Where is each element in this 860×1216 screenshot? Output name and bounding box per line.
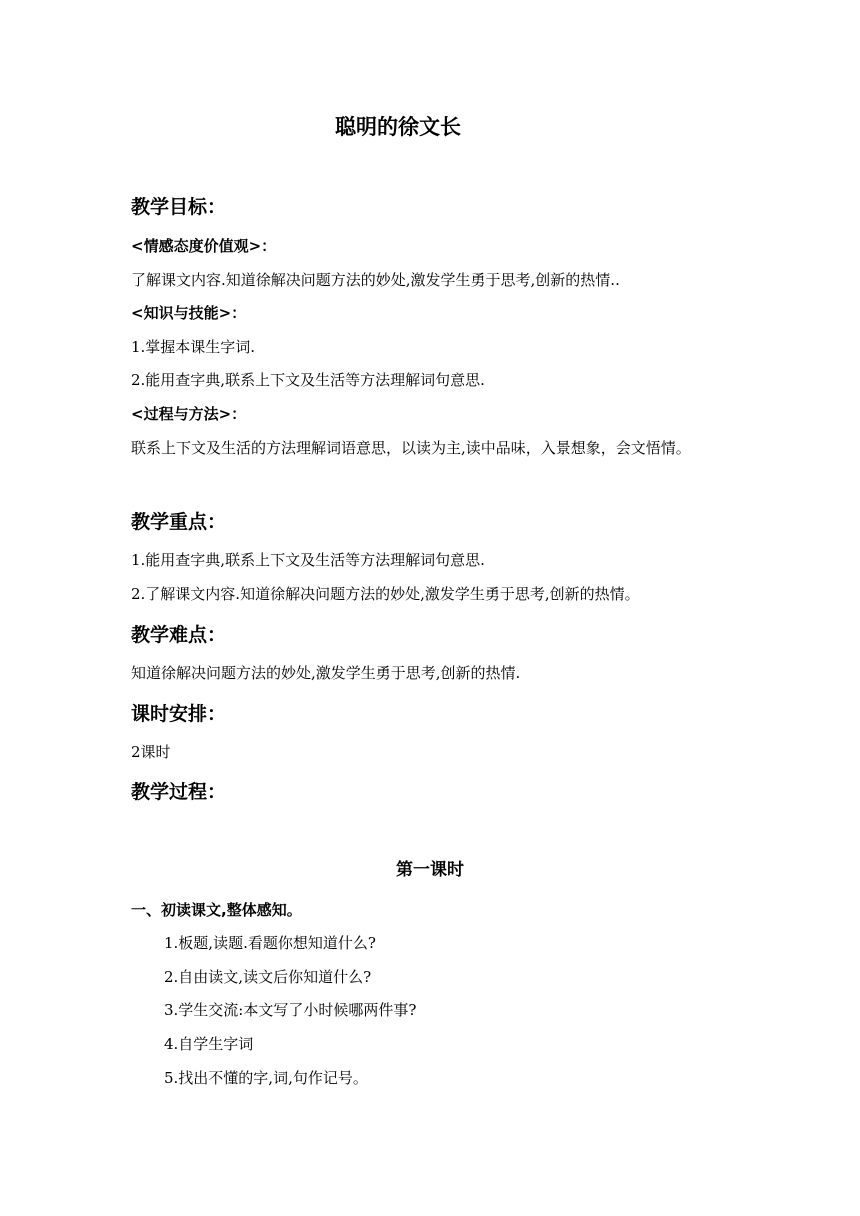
knowledge-item: 2.能用查字典,联系上下文及生活等方法理解词句意思. <box>131 371 485 389</box>
emotion-heading: <情感态度价值观>： <box>131 237 277 255</box>
process-main-heading: 教学过程： <box>131 781 227 803</box>
section-item: 4.自学生字词 <box>164 1035 254 1053</box>
section-item: 2.自由读文,读文后你知道什么? <box>164 968 372 986</box>
section-item: 5.找出不懂的字,词,句作记号。 <box>164 1069 368 1087</box>
key-point-item: 1.能用查字典,联系上下文及生活等方法理解词句意思. <box>131 551 485 569</box>
knowledge-item: 1.掌握本课生字词. <box>131 338 256 356</box>
document-title: 聪明的徐文长 <box>335 115 461 139</box>
schedule-heading: 课时安排： <box>131 703 227 725</box>
section-item: 3.学生交流:本文写了小时候哪两件事? <box>164 1001 417 1019</box>
emotion-text: 了解课文内容.知道徐解决问题方法的妙处,激发学生勇于思考,创新的热情.. <box>131 271 620 289</box>
key-point-item: 2.了解课文内容.知道徐解决问题方法的妙处,激发学生勇于思考,创新的热情。 <box>131 585 640 603</box>
difficulty-heading: 教学难点： <box>131 624 227 646</box>
knowledge-heading: <知识与技能>： <box>131 304 247 322</box>
section-item: 1.板题,读题.看题你想知道什么? <box>164 934 376 952</box>
process-text: 联系上下文及生活的方法理解词语意思，以读为主,读中品味，入景想象，会文悟情。 <box>131 439 691 457</box>
schedule-text: 2课时 <box>131 743 171 761</box>
difficulty-text: 知道徐解决问题方法的妙处,激发学生勇于思考,创新的热情. <box>131 664 521 682</box>
section-heading: 一、初读课文,整体感知。 <box>131 901 302 919</box>
key-points-heading: 教学重点： <box>131 511 227 533</box>
objectives-heading: 教学目标： <box>131 196 227 218</box>
process-heading: <过程与方法>： <box>131 405 247 423</box>
lesson-title: 第一课时 <box>396 860 464 880</box>
